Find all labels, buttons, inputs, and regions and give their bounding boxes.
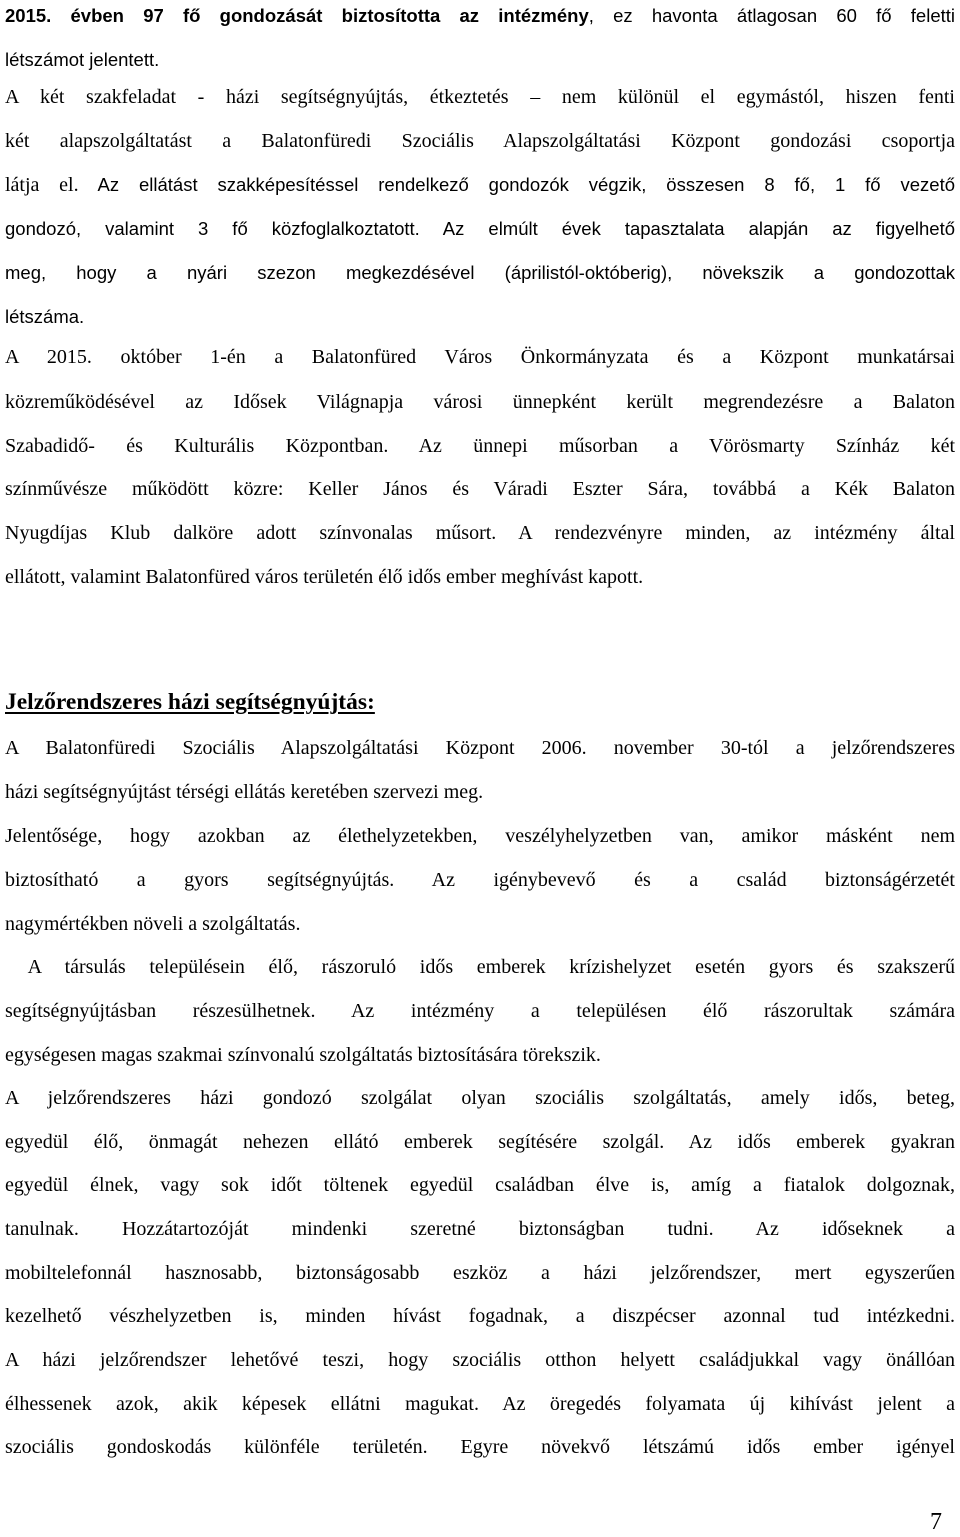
section-line-12: tanulnak. Hozzátartozóját mindenki szeretné biztonságban tudni. Az időseknek a bbox=[5, 1218, 955, 1240]
section-line-11: egyedül élnek, vagy sok időt töltenek egyedül családban élve is, amíg a fiatalok dolgoznak, bbox=[5, 1174, 955, 1196]
section-line-5: nagymértékben növeli a szolgáltatás. bbox=[5, 913, 301, 935]
paragraph-2-line-5: meg, hogy a nyári szezon megkezdésével (áprilistól-októberig), növekszik a gondozottak bbox=[5, 262, 955, 283]
section-line-4: biztosítható a gyors segítségnyújtás. Az igénybevevő és a család biztonságérzetét bbox=[5, 869, 955, 891]
section-heading: Jelzőrendszeres házi segítségnyújtás: bbox=[5, 689, 375, 715]
section-line-1: A Balatonfüredi Szociális Alapszolgáltatási Központ 2006. november 30-tól a jelzőrendszeres bbox=[5, 737, 955, 759]
paragraph-3-line-3: Szabadidő- és Kulturális Központban. Az ünnepi műsorban a Vörösmarty Színház két bbox=[5, 435, 955, 457]
paragraph-3-line-5: Nyugdíjas Klub dalköre adott színvonalas műsort. A rendezvényre minden, az intézmény által bbox=[5, 522, 955, 544]
section-line-7: segítségnyújtásban részesülhetnek. Az intézmény a településen élő rászorultak számára bbox=[5, 1000, 955, 1022]
paragraph-1-text: , ez havonta átlagosan 60 fő feletti bbox=[588, 5, 956, 26]
paragraph-1-bold-text: 2015. évben 97 fő gondozását biztosította az intézmény bbox=[5, 5, 589, 26]
section-line-16: élhessenek azok, akik képesek ellátni magukat. Az öregedés folyamata új kihívást jelent a bbox=[5, 1393, 955, 1415]
paragraph-3-line-1: A 2015. október 1-én a Balatonfüred Város Önkormányzata és a Központ munkatársai bbox=[5, 346, 955, 368]
paragraph-2-line-6: létszáma. bbox=[5, 306, 85, 327]
paragraph-2-sans-part-3: Az elmúlt évek tapasztalata alapján az figyelhető bbox=[419, 218, 955, 239]
paragraph-2-sans-part: Az ellátást szakképesítéssel rendelkező gondozók végzik, összesen 8 fő, 1 fő vezető bbox=[78, 174, 955, 195]
paragraph-2-sans-part-2: gondozó, valamint 3 fő közfoglalkoztatott. bbox=[5, 218, 420, 239]
page-number: 7 bbox=[930, 1509, 942, 1535]
paragraph-3-line-6: ellátott, valamint Balatonfüred város területén élő idős ember meghívást kapott. bbox=[5, 566, 644, 588]
paragraph-1-line-1 bbox=[5, 2, 955, 30]
section-line-9: A jelzőrendszeres házi gondozó szolgálat olyan szociális szolgáltatás, amely idős, beteg, bbox=[5, 1087, 955, 1109]
paragraph-2-line-4 bbox=[5, 215, 955, 243]
section-line-13: mobiltelefonnál hasznosabb, biztonságosabb eszköz a házi jelzőrendszer, mert egyszerűen bbox=[5, 1262, 955, 1284]
paragraph-2-line-3 bbox=[5, 171, 955, 199]
section-line-14: kezelhető vészhelyzetben is, minden hívást fogadnak, a diszpécser azonnal tud intézkedni. bbox=[5, 1305, 955, 1327]
section-line-3: Jelentősége, hogy azokban az élethelyzetekben, veszélyhelyzetben van, amikor másként nem bbox=[5, 825, 955, 847]
paragraph-1-line-2: létszámot jelentett. bbox=[5, 49, 160, 70]
paragraph-3-line-2: közreműködésével az Idősek Világnapja városi ünnepként került megrendezésre a Balaton bbox=[5, 391, 955, 413]
section-line-15: A házi jelzőrendszer lehetővé teszi, hogy szociális otthon helyett családjukkal vagy önállóan bbox=[5, 1349, 955, 1371]
paragraph-3-line-4: színművésze működött közre: Keller János és Váradi Eszter Sára, továbbá a Kék Balaton bbox=[5, 478, 955, 500]
section-line-17: szociális gondoskodás különféle területén. Egyre növekvő létszámú idős ember igényel bbox=[5, 1436, 955, 1458]
paragraph-2-line-2: két alapszolgáltatást a Balatonfüredi Szociális Alapszolgáltatási Központ gondozási csoportja bbox=[5, 130, 955, 152]
paragraph-2-line-1: A két szakfeladat - házi segítségnyújtás, étkeztetés – nem különül el egymástól, hiszen fenti bbox=[5, 86, 955, 108]
section-line-2: házi segítségnyújtást térségi ellátás keretében szervezi meg. bbox=[5, 781, 484, 803]
section-line-8: egységesen magas szakmai színvonalú szolgáltatás biztosítására törekszik. bbox=[5, 1044, 601, 1066]
section-line-10: egyedül élő, önmagát nehezen ellátó emberek segítésére szolgál. Az idős emberek gyakran bbox=[5, 1131, 955, 1153]
section-line-6: A társulás településein élő, rászoruló idős emberek krízishelyzet esetén gyors és szakszerű bbox=[5, 956, 955, 978]
paragraph-2-serif-part: látja el. bbox=[5, 174, 79, 196]
